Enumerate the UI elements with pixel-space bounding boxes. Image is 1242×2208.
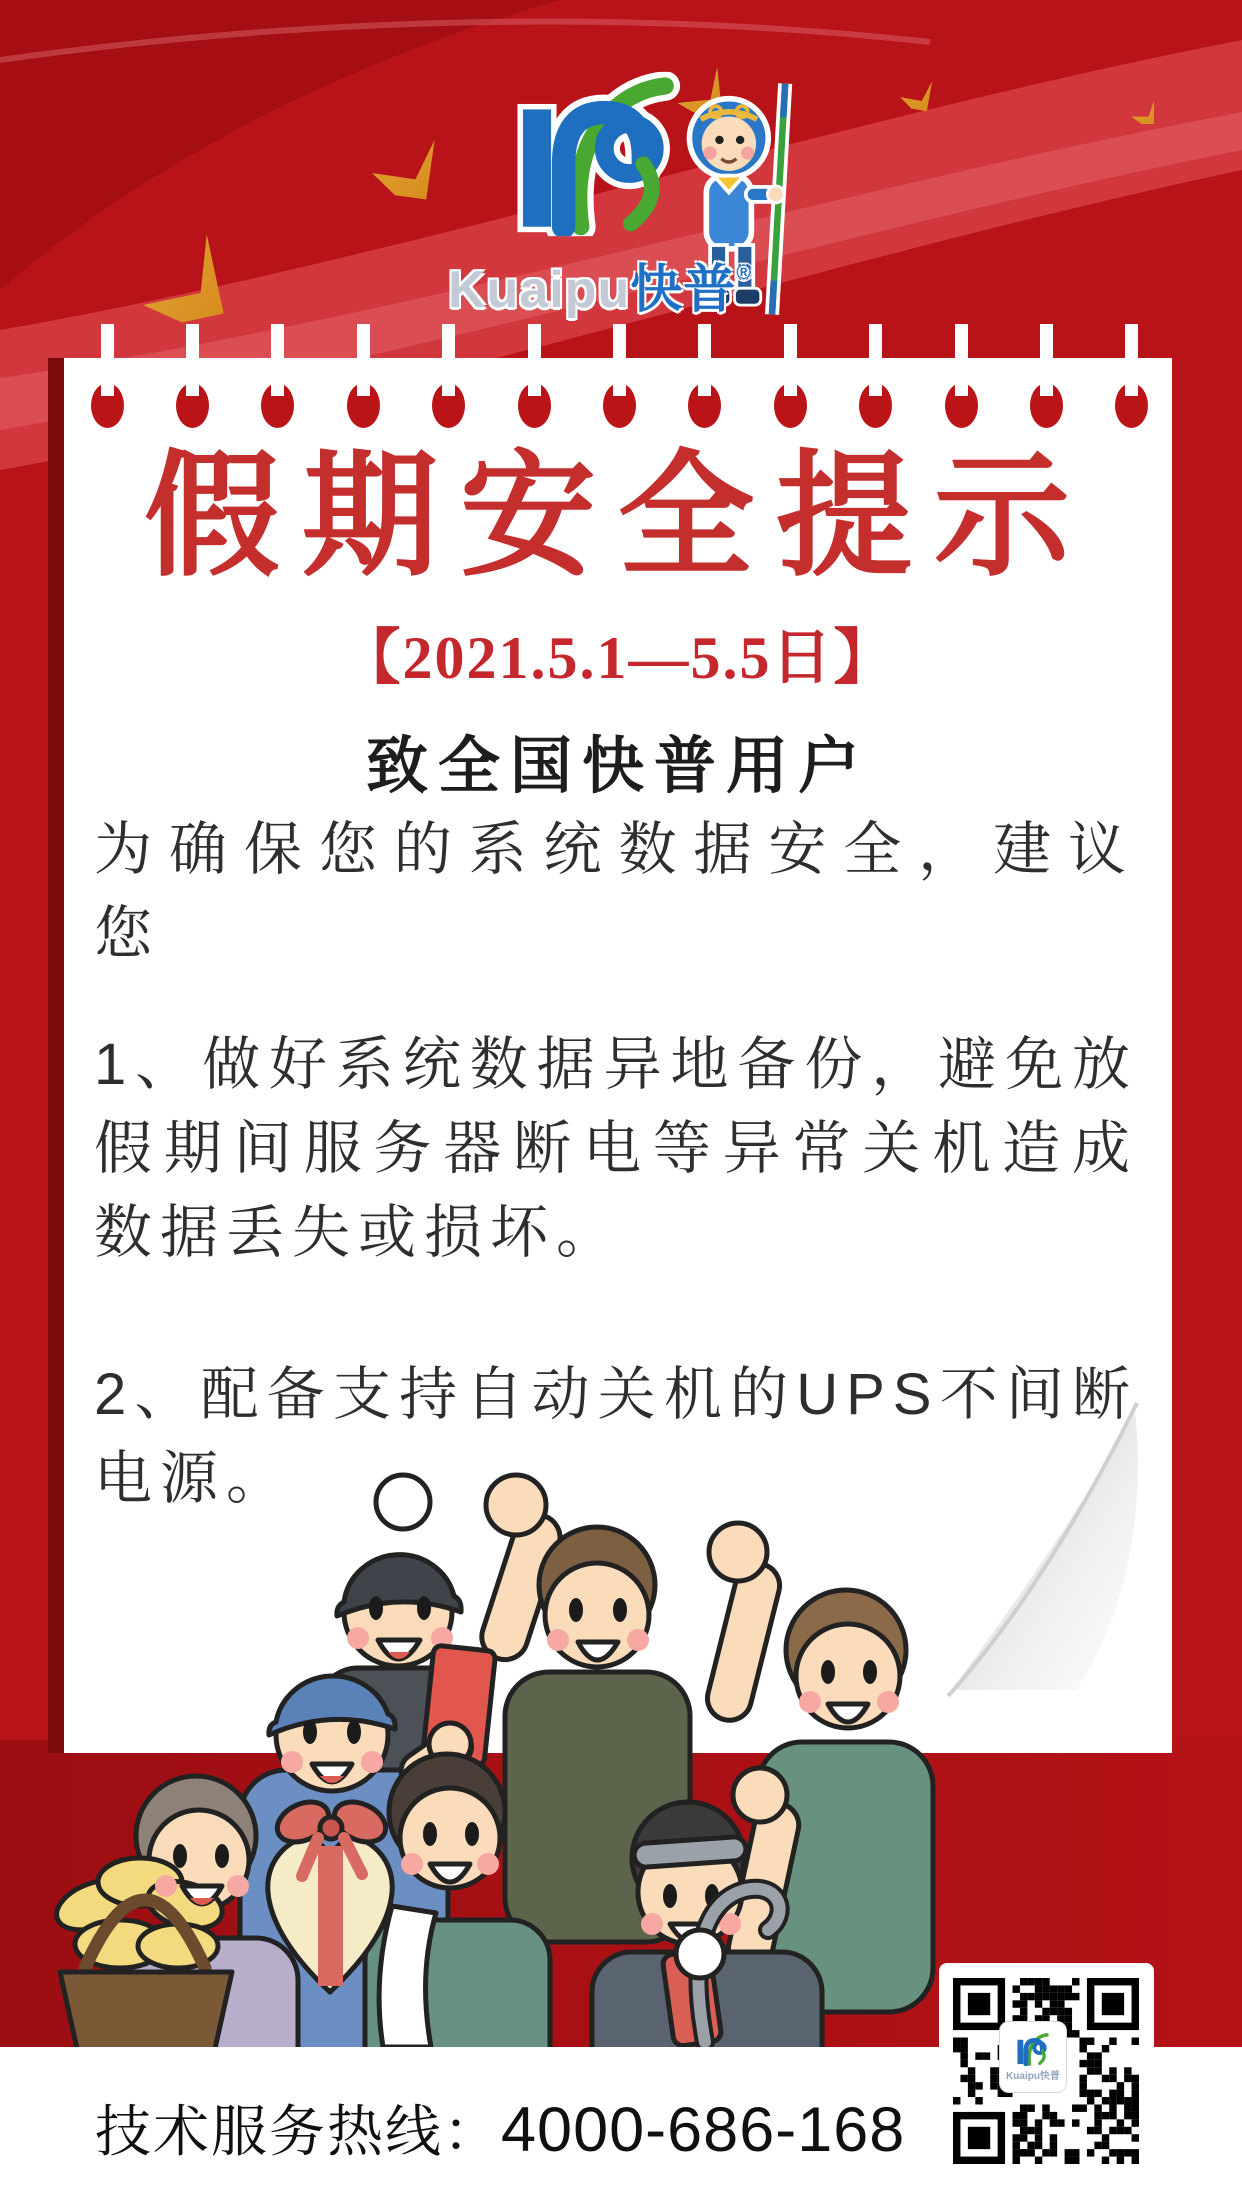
qr-center-logo bbox=[999, 2021, 1067, 2093]
kp-logo-icon-small bbox=[1015, 2032, 1051, 2066]
qr-center-label: Kuaipu快普 bbox=[1006, 2071, 1060, 2082]
registered-mark: ® bbox=[736, 262, 752, 284]
brand-latin: Kuaipu bbox=[448, 261, 631, 319]
hotline-text bbox=[95, 2088, 905, 2168]
date-range: 【2021.5.1—5.5日】 bbox=[340, 625, 896, 691]
hotline-label: 技术服务热线： bbox=[95, 2099, 501, 2163]
brand-cjk: 快普 bbox=[630, 261, 737, 319]
notice-item-1: 1、做好系统数据异地备份，避免放假期间服务器断电等异常关机造成数据丢失或损坏。 bbox=[94, 1032, 1138, 1265]
hotline-number: 4000-686-168 bbox=[501, 2094, 906, 2165]
salutation: 致全国快普用户 bbox=[365, 732, 870, 801]
page-title: 假期安全提示 bbox=[144, 440, 1092, 592]
intro-text: 为确保您的系统数据安全，建议您 bbox=[94, 817, 1138, 966]
qr-code-box bbox=[939, 1963, 1154, 2190]
notice-item-2: 2、配备支持自动关机的UPS不间断电源。 bbox=[94, 1362, 1138, 1511]
